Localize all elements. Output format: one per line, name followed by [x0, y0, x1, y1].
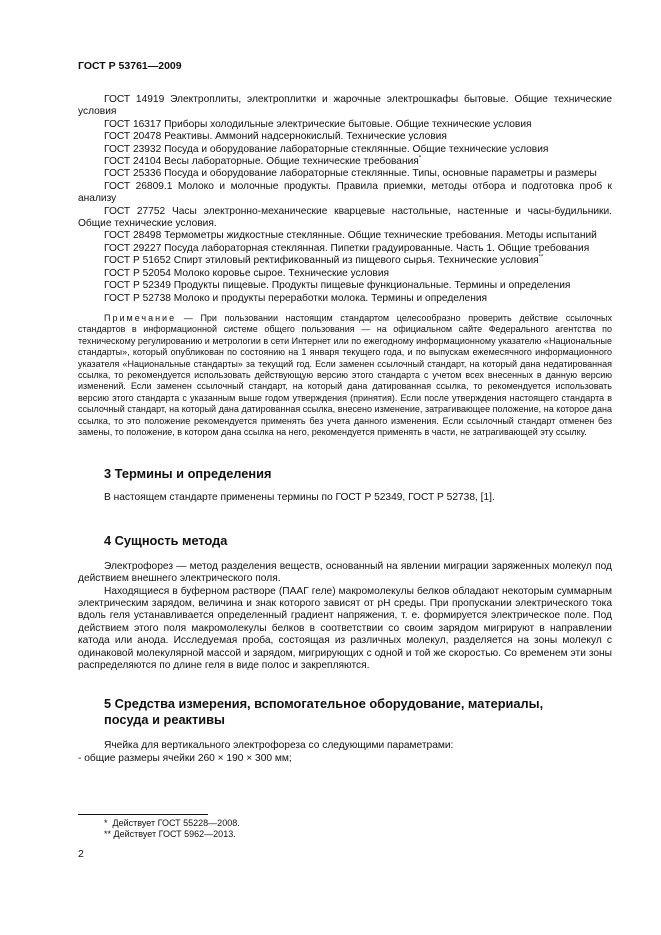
reference-item: ГОСТ Р 52349 Продукты пищевые. Продукты пищевые функциональные. Термины и определения	[104, 280, 571, 292]
footnotes	[104, 818, 240, 840]
reference-item: ГОСТ 23932 Посуда и оборудование лабораторные стеклянные. Общие технические условия	[104, 143, 549, 155]
reference-item: ГОСТ 24104 Весы лабораторные. Общие технические требования*	[104, 155, 422, 168]
reference-item: ГОСТ Р 52054 Молоко коровье сырое. Технические условия	[104, 267, 390, 279]
reference-item: ГОСТ 26809.1 Молоко и молочные продукты. Правила приемки, методы отбора и подготовка проб к анализу	[78, 180, 612, 205]
section-3-text: В настоящем стандарте применены термины по ГОСТ Р 52349, ГОСТ Р 52738, [1].	[104, 492, 495, 504]
footnote-item: * Действует ГОСТ 55228—2008.	[104, 818, 240, 828]
page-number: 2	[78, 848, 84, 860]
reference-item: ГОСТ Р 51652 Спирт этиловый ректификованный из пищевого сырья. Технические условия**	[104, 254, 544, 267]
reference-item: ГОСТ 16317 Приборы холодильные электрические бытовые. Общие технические условия	[104, 118, 532, 130]
section-5-list-item: - общие размеры ячейки 260 × 190 × 300 мм;	[78, 752, 292, 764]
reference-item: ГОСТ 28498 Термометры жидкостные стеклянные. Общие технические требования. Методы испытаний	[104, 230, 597, 242]
section-5-paragraph-1: Ячейка для вертикального электрофореза со следующими параметрами:	[104, 740, 454, 752]
reference-item: ГОСТ Р 52738 Молоко и продукты переработки молока. Термины и определения	[104, 292, 488, 304]
section-4-paragraph-2: Находящиеся в буферном растворе (ПААГ геле) макромолекулы белков обладают некоторым суммарным электрическим зарядом, величина и знак которого зависят от pH среды. При пропускании электрического тока вдоль геля устанавливается определенный градиент напряжения, т. е. формируется электрическое поле. Под действием этого поля макромолекулы белков в соответствии со своим зарядом мигрируют в направлении катода или анода. Исследуемая проба, состоящая из различных молекул, разделяется на зоны молекул с одинаковой молекулярной массой и зарядом, мигрирующих с одной и той же скоростью. Со временем эти зоны распределяются по длине геля в виде полос и закрепляются.	[78, 585, 612, 672]
document-code-header: ГОСТ Р 53761—2009	[78, 60, 182, 72]
references-list	[78, 94, 612, 305]
note-paragraph	[78, 313, 612, 438]
footnote-mark: **	[538, 254, 544, 261]
reference-item: ГОСТ 25336 Посуда и оборудование лабораторные стеклянные. Типы, основные параметры и размеры	[104, 168, 597, 180]
reference-item: ГОСТ 14919 Электроплиты, электроплитки и жарочные электрошкафы бытовые. Общие технические условия	[78, 94, 612, 118]
footnote-separator	[78, 814, 208, 815]
reference-item: ГОСТ 29227 Посуда лабораторная стеклянная. Пипетки градуированные. Часть 1. Общие требования	[104, 242, 590, 254]
footnote-item: ** Действует ГОСТ 5962—2013.	[104, 829, 236, 839]
section-4-paragraph-1: Электрофорез — метод разделения веществ, основанный на явлении миграции заряженных молекул под действием внешнего электрического поля.	[78, 560, 612, 585]
document-body	[78, 94, 612, 765]
reference-item: ГОСТ 20478 Реактивы. Аммоний надсернокислый. Технические условия	[104, 131, 447, 143]
note-text: — При пользовании настоящим стандартом целесообразно проверить действие ссылочных стандартов в информационной системе общего пользования — на официальном сайте Федерального агентства по техническому регулированию и метрологии в сети Интернет или по ежегодному информационному указателю «Национальные стандарты», который опубликован по состоянию на 1 января текущего года, и по выпускам ежемесячного информационного указателя «Национальные стандарты» за текущий год. Если заменен ссылочный стандарт, на который дана недатированная ссылка, то рекомендуется использовать действующую версию этого стандарта с учетом всех внесенных в данную версию изменений. Если заменен ссылочный стандарт, на который дана датированная ссылка, то рекомендуется использовать версию этого стандарта с указанным выше годом утверждения (принятия). Если после утверждения настоящего стандарта в ссылочный стандарт, на который дана датированная ссылка, внесено изменение, затрагивающее положение, на которое дана ссылка, то это положение рекомендуется применять без учета данного изменения. Если ссылочный стандарт отменен без замены, то положение, в котором дана ссылка на него, рекомендуется применять в части, не затрагивающей эту ссылку.	[78, 312, 612, 437]
footnote-mark: *	[418, 155, 422, 162]
note-label: Примечание	[104, 312, 177, 323]
reference-item: ГОСТ 27752 Часы электронно-механические кварцевые настольные, настенные и часы-будильники. Общие технические условия.	[78, 205, 612, 230]
section-5-heading: 5 Средства измерения, вспомогательное оборудование, материалы, посуда и реактивы	[104, 696, 544, 728]
section-3-heading: 3 Термины и определения	[104, 466, 272, 482]
section-4-heading: 4 Сущность метода	[104, 532, 228, 548]
